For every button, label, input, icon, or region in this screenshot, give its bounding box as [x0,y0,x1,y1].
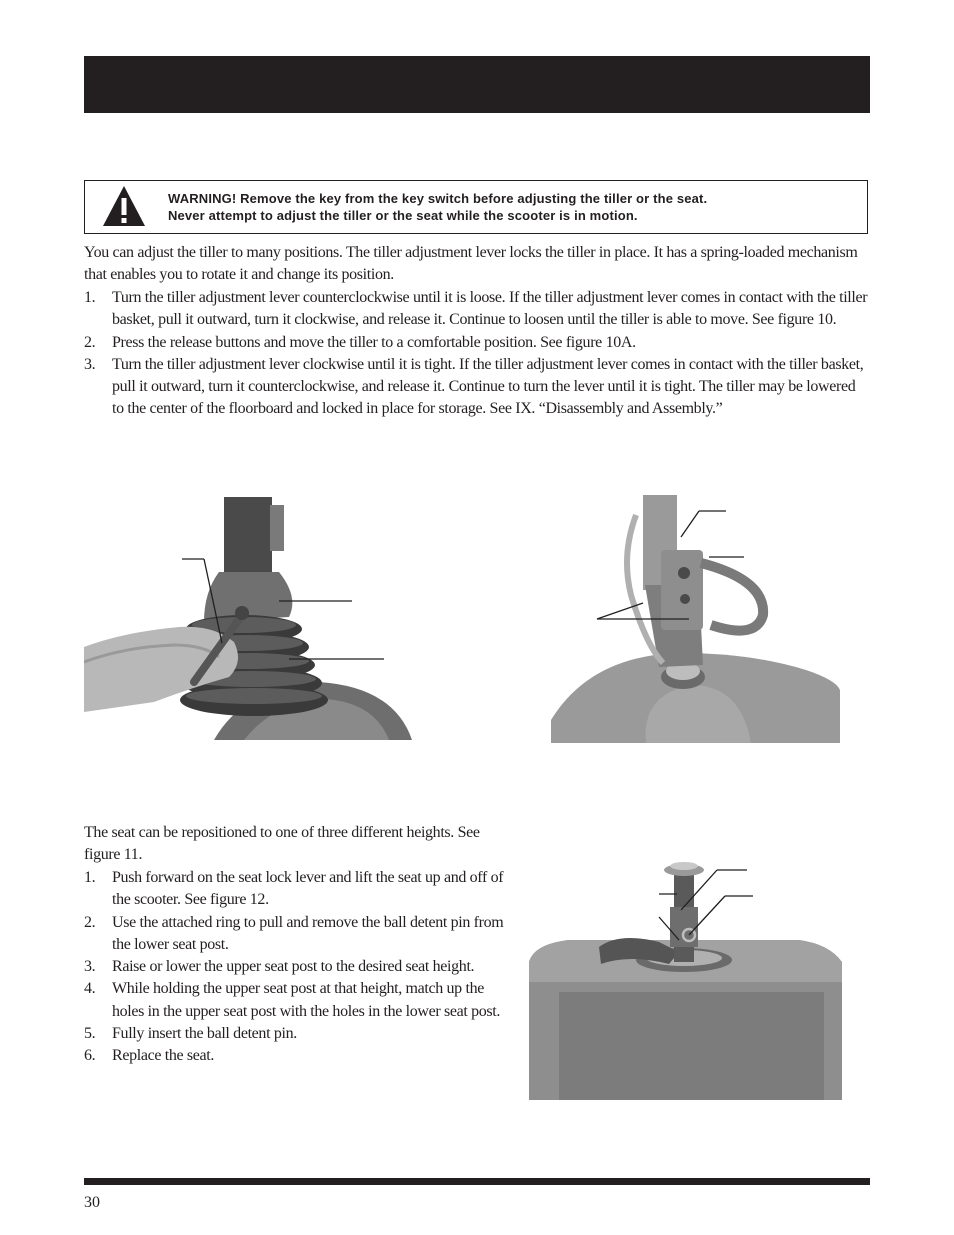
step-number: 5. [84,1025,96,1043]
step-text: Press the release buttons and move the tiller to a comfortable position. See figure 10A. [112,333,636,351]
list-item [84,287,870,332]
step-text: Turn the tiller adjustment lever counterclockwise until it is loose. If the tiller adjustment lever comes in contact with the tiller basket, pull it outward, turn it clockwise, and release it. Continue to loosen until the tiller is able to move. See figure 10. [112,289,868,329]
step-number: 4. [84,980,96,998]
warning-line-2: Never attempt to adjust the tiller or the seat while the scooter is in motion. [168,208,638,223]
step-text: Push forward on the seat lock lever and lift the seat up and off of the scooter. See figure 12. [112,869,504,909]
list-item [84,867,504,912]
header-bar [84,56,870,113]
figure-10a-photo [551,495,840,743]
warning-text [168,190,858,224]
list-item [84,332,870,354]
step-text: While holding the upper seat post at that height, match up the holes in the upper seat post with the holes in the lower seat post. [112,980,501,1020]
figure-10-photo [84,497,414,740]
step-number: 6. [84,1047,96,1065]
step-number: 3. [84,958,96,976]
step-text: Use the attached ring to pull and remove the ball detent pin from the lower seat post. [112,913,504,953]
tiller-steps [84,287,870,421]
warning-box [84,180,868,234]
list-item [84,978,504,1023]
list-item [84,956,504,978]
step-text: Raise or lower the upper seat post to the desired seat height. [112,958,475,976]
step-text: Fully insert the ball detent pin. [112,1025,297,1043]
warning-triangle-icon [102,185,146,227]
figure-seat-post-photo [529,852,842,1100]
step-number: 1. [84,869,96,886]
seat-intro: The seat can be repositioned to one of three different heights. See figure 11. [84,824,480,864]
list-item [84,912,504,957]
seat-steps [84,867,504,1068]
list-item [84,1023,504,1045]
tiller-intro: You can adjust the tiller to many positions. The tiller adjustment lever locks the tiller in place. It has a spring-loaded mechanism that enables you to rotate it and change its position. [84,244,858,284]
list-item [84,354,870,421]
bottom-rule [84,1178,870,1185]
step-number: 2. [84,913,96,931]
step-number: 2. [84,333,96,351]
step-number: 1. [84,289,96,306]
list-item [84,1045,504,1067]
step-text: Replace the seat. [112,1047,214,1065]
step-number: 3. [84,355,96,373]
step-text: Turn the tiller adjustment lever clockwise until it is tight. If the tiller adjustment lever comes in contact with the tiller basket, pull it outward, turn it counterclockwise, and release it. Continue to turn the lever until it is tight. The tiller may be lowered to the center of the floorboard and locked in place for storage. See IX. “Disassembly and Assembly.” [112,355,864,418]
warning-line-1: WARNING! Remove the key from the key switch before adjusting the tiller or the seat. [168,191,708,206]
page-number: 30 [84,1194,100,1211]
